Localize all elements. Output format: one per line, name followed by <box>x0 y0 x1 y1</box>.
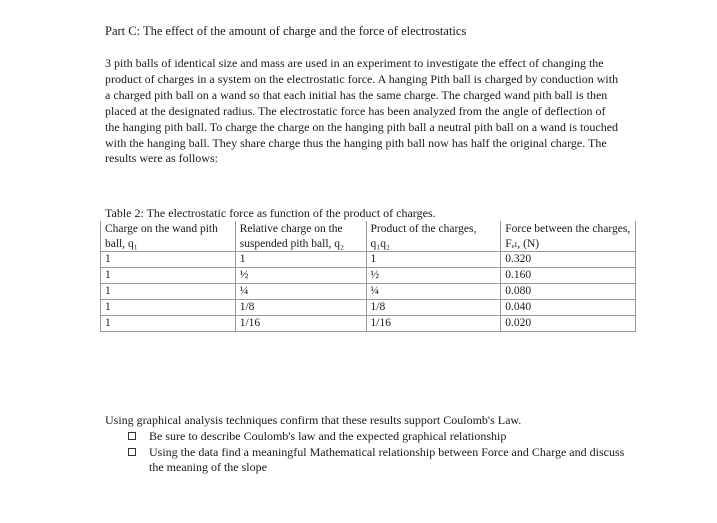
table-cell: 1 <box>101 284 236 300</box>
table-cell: 1 <box>101 300 236 316</box>
table-cell: 1 <box>366 252 501 268</box>
checkbox-bullet-icon <box>128 448 136 456</box>
conclusion-section <box>105 413 625 476</box>
conclusion-text: Using graphical analysis techniques confirm that these results support Coulomb's Law. <box>105 413 522 427</box>
table-header-row <box>101 221 636 252</box>
header-wand-charge: Charge on the wand pith ball, q₁ <box>101 221 236 252</box>
section-heading: Part C: The effect of the amount of charge and the force of electrostatics <box>105 24 467 38</box>
table-cell: 1/8 <box>366 300 501 316</box>
table-cell: 0.320 <box>501 252 636 268</box>
list-item-text: Using the data find a meaningful Mathematical relationship between Force and Charge and discuss the meaning of the slope <box>149 444 625 475</box>
results-table <box>100 221 636 332</box>
table-cell: 1 <box>101 252 236 268</box>
instruction-list <box>105 429 625 476</box>
intro-paragraph: 3 pith balls of identical size and mass are used in an experiment to investigate the effect of changing the product of charges in a system on the electrostatic force. A hanging Pith ball is charged by conduction with a charged pith ball on a wand so that each initial has the same charge. The charged wand pith ball is then placed at the designated radius. The electrostatic force has been analyzed from the angle of deflection of the hanging pith ball. To charge the charge on the hanging pith ball a neutral pith ball on a wand is touched with the hanging ball. They share charge thus the hanging pith ball now has half the original charge. The results were as follows: <box>105 56 619 166</box>
header-charge-product: Product of the charges, q₁q₂ <box>366 221 501 252</box>
table-row <box>101 252 636 268</box>
header-force: Force between the charges, Fₑₗ, (N) <box>501 221 636 252</box>
table-cell: 1 <box>101 268 236 284</box>
table-cell: 1 <box>101 316 236 332</box>
header-suspended-charge: Relative charge on the suspended pith ball, q₂ <box>235 221 366 252</box>
table-row <box>101 268 636 284</box>
table-cell: 1 <box>235 252 366 268</box>
table-cell: 0.020 <box>501 316 636 332</box>
table-cell: ½ <box>366 268 501 284</box>
table-cell: ½ <box>235 268 366 284</box>
table-cell: ¼ <box>366 284 501 300</box>
list-item-text: Be sure to describe Coulomb's law and the expected graphical relationship <box>149 428 507 443</box>
checkbox-bullet-icon <box>128 432 136 440</box>
table-cell: 1/16 <box>366 316 501 332</box>
table-cell: 0.080 <box>501 284 636 300</box>
list-item <box>128 445 625 477</box>
list-item <box>128 429 625 445</box>
table-row <box>101 284 636 300</box>
table-row <box>101 300 636 316</box>
table-cell: 0.040 <box>501 300 636 316</box>
table-cell: 0.160 <box>501 268 636 284</box>
table-cell: 1/8 <box>235 300 366 316</box>
table-cell: 1/16 <box>235 316 366 332</box>
table-caption: Table 2: The electrostatic force as function of the product of charges. <box>105 206 436 220</box>
table-cell: ¼ <box>235 284 366 300</box>
table-row <box>101 316 636 332</box>
